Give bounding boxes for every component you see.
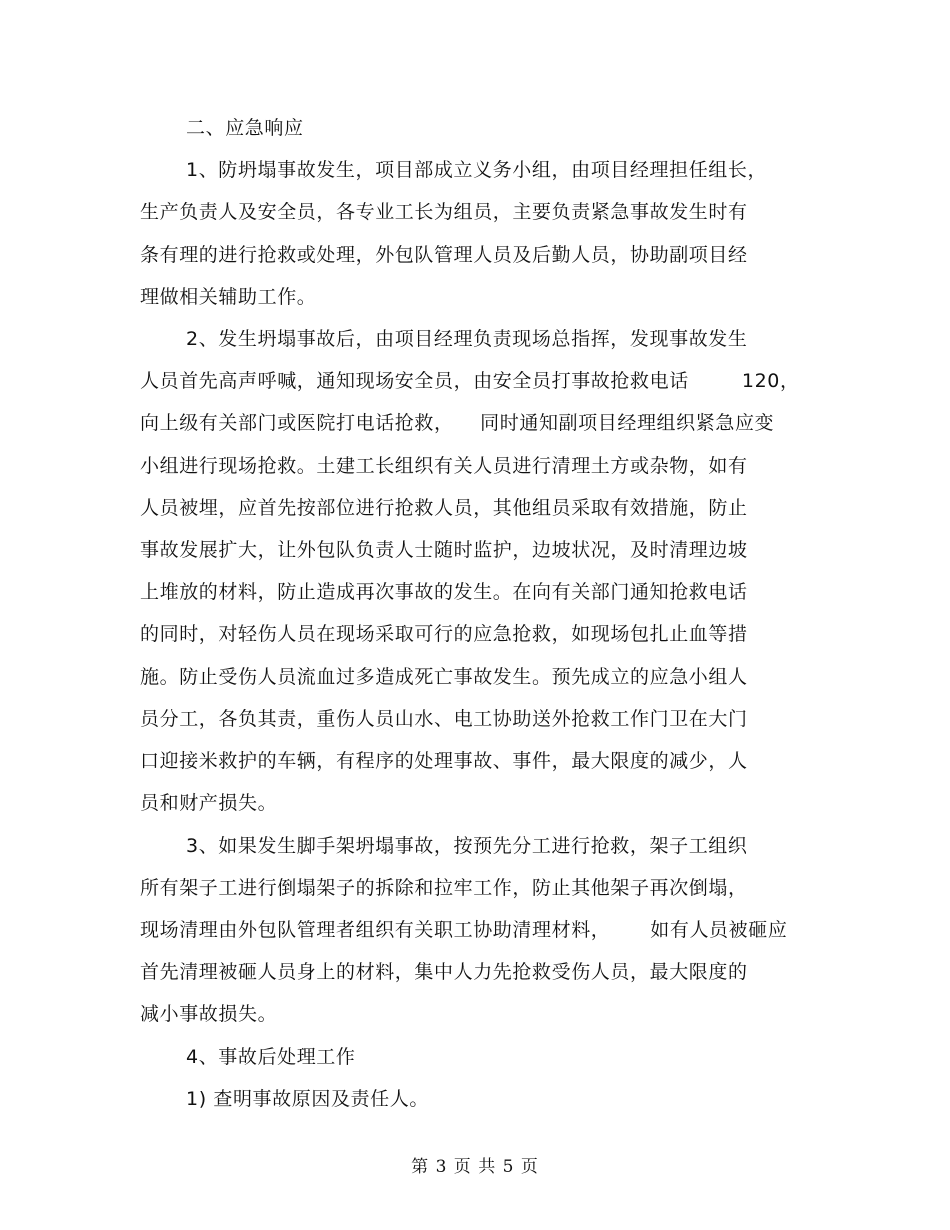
page-footer: 第 3 页 共 5 页: [411, 1157, 539, 1177]
paragraph-3-line: 现场清理由外包队管理者组织有关职工协助清理材料， 如有人员被砸应: [140, 919, 788, 941]
subsection-heading: 4、事故后处理工作: [186, 1046, 356, 1068]
paragraph-3-line: 3、如果发生脚手架坍塌事故，按预先分工进行抢救，架子工组织: [186, 835, 748, 857]
paragraph-2-line: 员分工，各负其责，重伤人员山水、电工协助送外抢救工作门卫在大门: [140, 708, 748, 730]
paragraph-2-line: 员和财产损失。: [140, 792, 278, 814]
paragraph-1-line: 生产负责人及安全员，各专业工长为组员，主要负责紧急事故发生时有: [140, 201, 748, 223]
paragraph-3-line: 所有架子工进行倒塌架子的拆除和拉牢工作，防止其他架子再次倒塌，: [140, 877, 748, 899]
paragraph-2-line: 的同时，对轻伤人员在现场采取可行的应急抢救，如现场包扎止血等措: [140, 623, 748, 645]
paragraph-2-line: 小组进行现场抢救。土建工长组织有关人员进行清理土方或杂物，如有: [140, 455, 748, 477]
paragraph-1-line: 条有理的进行抢救或处理，外包队管理人员及后勤人员，协助副项目经: [140, 244, 748, 266]
paragraph-2-line: 2、发生坍塌事故后，由项目经理负责现场总指挥，发现事故发生: [186, 328, 748, 350]
section-heading: 二、应急响应: [186, 117, 304, 139]
paragraph-3-line: 首先清理被砸人员身上的材料，集中人力先抢救受伤人员，最大限度的: [140, 961, 748, 983]
paragraph-2-line: 施。防止受伤人员流血过多造成死亡事故发生。预先成立的应急小组人: [140, 666, 748, 688]
paragraph-2-line: 人员被埋，应首先按部位进行抢救人员，其他组员采取有效措施，防止: [140, 497, 748, 519]
paragraph-3-line: 减小事故损失。: [140, 1003, 278, 1025]
paragraph-2-line: 事故发展扩大，让外包队负责人士随时监护，边坡状况，及时清理边坡: [140, 539, 748, 561]
paragraph-1-line: 1、防坍塌事故发生，项目部成立义务小组，由项目经理担任组长，: [186, 159, 768, 181]
paragraph-2-line: 上堆放的材料，防止造成再次事故的发生。在向有关部门通知抢救电话: [140, 581, 748, 603]
paragraph-2-line: 口迎接米救护的车辆，有程序的处理事故、事件，最大限度的减少，人: [140, 750, 748, 772]
paragraph-1-line: 理做相关辅助工作。: [140, 286, 317, 308]
list-item: 1) 查明事故原因及责任人。: [186, 1088, 429, 1110]
paragraph-2-line: 人员首先高声呼喊，通知现场安全员，由安全员打事故抢救电话 120，: [140, 370, 800, 392]
paragraph-2-line: 向上级有关部门或医院打电话抢救， 同时通知副项目经理组织紧急应变: [140, 412, 775, 434]
